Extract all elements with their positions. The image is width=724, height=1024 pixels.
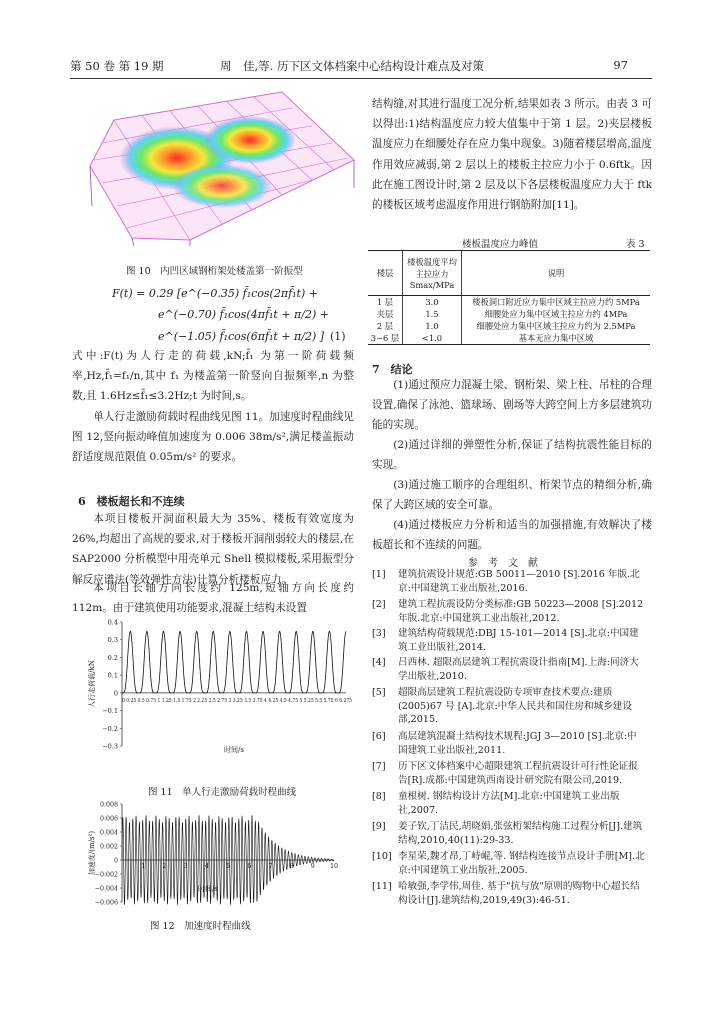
equation-line-1: F(t) = 0.29 [e^(−0.35) f̄₁cos(2πf̄₁t) + — [112, 287, 318, 300]
page-number: 97 — [613, 58, 628, 72]
table3-stress: 1.5 — [403, 308, 462, 320]
section-6-heading: 6 楼板超长和不连续 — [78, 495, 185, 508]
x-tick-label: 1 — [141, 863, 146, 870]
y-tick-label: −0.006 — [94, 899, 118, 907]
y-tick-label: 0 — [113, 689, 118, 698]
reference-text: 吕西林. 超限高层建筑工程抗震设计指南[M].上海:同济大学出版社,2010. — [398, 657, 639, 682]
table3-title: 楼板温度应力峰值 — [462, 239, 539, 250]
header-rule — [70, 78, 652, 79]
table3-floor: 夹层 — [368, 308, 403, 320]
y-tick-label: −0.004 — [94, 885, 118, 893]
fig10-caption: 图 10 内凹区域钢桁架处楼盖第一阶振型 — [126, 266, 303, 277]
reference-number: [3] — [372, 628, 386, 639]
conclusion-2: (2)通过详细的弹塑性分析,保证了结构抗震性能目标的实现。 — [372, 439, 652, 472]
table3-note: 基本无应力集中区域 — [462, 332, 651, 345]
reference-text: 超限高层建筑工程抗震设防专项审查技术要点:建质(2005)67 号 [A].北京:中华人民共和国住房和城乡建设部,2015. — [398, 687, 632, 726]
load-series-line — [122, 631, 346, 693]
table3-floor: 1 层 — [368, 296, 403, 309]
x-tick-label: 3 — [183, 863, 188, 870]
reference-text: 童根树. 钢结构设计方法[M].北京:中国建筑工业出版社,2007. — [398, 791, 620, 816]
conclusion-4: (4)通过楼板应力分析和适当的加强措施,有效解决了楼板超长和不连续的问题。 — [372, 519, 652, 552]
table-row — [368, 320, 650, 332]
y-tick-label: 0 — [113, 857, 118, 865]
table3-note: 楼板洞口附近应力集中区域主拉应力约 5MPa — [472, 297, 640, 307]
table3-header-floor: 楼层 — [368, 251, 403, 296]
reference-number: [5] — [372, 687, 386, 698]
y-tick-label: 0.008 — [99, 801, 118, 809]
references-heading: 参 考 文 献 — [468, 558, 538, 569]
y-axis-label: 加速度/(m/s²) — [88, 830, 96, 876]
table3-floor: 2 层 — [368, 320, 403, 332]
reference-number: [11] — [372, 881, 392, 892]
reference-text: 历下区文体档案中心超限建筑工程抗震设计可行性论证报告[R].成都:中国建筑西南设计研究院有限公司,2019. — [398, 761, 638, 786]
y-tick-label: 0.3 — [107, 636, 118, 645]
reference-number: [7] — [372, 761, 386, 772]
equation-number: (1) — [330, 330, 346, 343]
article-running-title: 周 佳,等. 历下区文体档案中心结构设计难点及对策 — [220, 59, 484, 73]
table3-note: 细腰处应力集中区域主拉应力约 4MPa — [484, 309, 628, 319]
y-tick-label: 0.002 — [99, 843, 118, 851]
x-axis-label: 时间/s — [198, 884, 218, 893]
reference-number: [2] — [372, 599, 386, 610]
reference-number: [8] — [372, 791, 386, 802]
y-axis-label: 人行走荷载/kN — [88, 660, 96, 708]
fig10-mode-shape-image — [72, 88, 358, 248]
table3-number: 表 3 — [626, 239, 645, 250]
conclusion-3: (3)通过施工顺序的合理组织、桁架节点的精细分析,确保了大跨区域的安全可靠。 — [372, 479, 652, 512]
table3-note: 细腰处应力集中区域主拉应力约为 2.5MPa — [476, 321, 636, 331]
reference-text: 高层建筑混凝土结构技术规程:JGJ 3—2010 [S].北京:中国建筑工业出版社,2011. — [398, 731, 637, 756]
table3-header-note: 说明 — [462, 251, 651, 296]
reference-number: [6] — [372, 731, 386, 742]
x-tick-label: 4 — [204, 863, 209, 870]
left-paragraph-2: 单人行走激励荷载时程曲线见图 11。加速度时程曲线见图 12,竖向振动峰值加速度为 0.006 38m/s²,满足楼盖振动舒适度规范限值 0.05m/s² 的要求。 — [72, 411, 354, 464]
fig12-acceleration-time-history-chart — [84, 800, 356, 912]
table3-stress: 3.0 — [403, 296, 462, 309]
x-tick-label: 6 — [247, 863, 252, 870]
reference-number: [10] — [372, 851, 392, 862]
left-paragraph-3: 本项目楼板开洞面积最大为 35%、楼板有效宽度为 26%,均超出了高规的要求,对于楼板开洞削弱较大的楼层,在 SAP2000 分析模型中用壳单元 Shell 模拟楼板,采用振型分解反应谱法(等效弹性方法)计算分析楼板应力。 — [72, 513, 354, 586]
y-tick-label: 0.2 — [107, 653, 118, 662]
y-tick-label: −0.002 — [94, 871, 118, 879]
y-tick-label: −0.2 — [102, 724, 118, 733]
y-tick-label: 0.4 — [107, 618, 118, 627]
y-tick-label: 0.004 — [99, 829, 118, 837]
right-paragraph-1: 结构缝,对其进行温度工况分析,结果如表 3 所示。由表 3 可以得出:1)结构温度应力较大值集中于第 1 层。2)夹层楼板温度应力在细腰处存在应力集中现象。3)随着楼层增高,温度作用效应减弱,第 2 层以上的楼板主拉应力小于 0.6ftk。因此在施工图设计时,第 2 层及以下各层楼板温度应力大于 ftk 的楼板区域考虑温度作用进行钢筋附加[11]。 — [372, 98, 652, 212]
reference-text: 李星荣,魏才昂,丁峙崐,等. 钢结构连接节点设计手册[M].北京:中国建筑工业出版社,2005. — [398, 851, 645, 876]
table3-header-stress: 楼板温度平均主拉应力 Smax/MPa — [403, 251, 462, 296]
left-paragraph-4: 本项目长轴方向长度约 125m,短轴方向长度约 112m。由于建筑使用功能要求,混凝土结构未设置 — [72, 582, 354, 615]
table3-temperature-stress — [368, 250, 650, 345]
table3-stress: <1.0 — [403, 332, 462, 345]
fig12-caption: 图 12 加速度时程曲线 — [150, 921, 251, 932]
fig11-load-time-history-chart — [84, 616, 356, 772]
table-row — [368, 296, 650, 309]
conclusion-1: (1)通过预应力混凝土梁、钢桁架、梁上柱、吊柱的合理设置,确保了泳池、篮球场、剧场等大跨空间上方多层建筑功能的实现。 — [372, 379, 652, 432]
running-header — [70, 58, 628, 74]
reference-text: 建筑工程抗震设防分类标准:GB 50223—2008 [S].2012 年版.北京:中国建筑工业出版社,2012. — [398, 599, 644, 624]
table-row — [368, 332, 650, 345]
left-paragraph-1: 式中:F(t)为人行走的荷载,kN;f̄₁ 为第一阶荷载频率,Hz,f̄₁=f₁/n,其中 f₁ 为楼盖第一阶竖向自振频率,n 为整数,且 1.6Hz≤f̄₁≤3.2Hz;t 为时间,s。 — [72, 350, 354, 403]
table3-floor: 3~6 层 — [368, 332, 403, 345]
reference-text: 哈敏强,李学伟,周佳. 基于"抗与放"原则的购物中心超长结构设计[J].建筑结构,2019,49(3):46-51. — [398, 881, 640, 906]
x-tick-labels: 0 0.25 0.5 0.75 1 1.25 1.5 1.75 2 2.25 2.5 2.75 3 3.25 3.5 3.75 4 4.25 4.5 4.75 5 5.25 5.5 5.75 6 6.275 — [122, 697, 353, 704]
x-tick-label: 2 — [162, 863, 167, 870]
equation-line-3: e^(−1.05) f̄₁cos(6πf̄₁t + π/2) ] — [158, 330, 325, 343]
equation-line-2: e^(−0.70) f̄₁cos(4πf̄₁t + π/2) + — [158, 308, 329, 321]
reference-text: 建筑抗震设计规范:GB 50011—2010 [S].2016 年版.北京:中国建筑工业出版社,2016. — [398, 569, 640, 594]
section-7-heading: 7 结论 — [372, 363, 413, 376]
journal-issue: 第 50 卷 第 19 期 — [70, 59, 164, 73]
reference-number: [1] — [372, 569, 386, 580]
y-tick-label: −0.3 — [102, 742, 118, 751]
reference-number: [9] — [372, 821, 386, 832]
x-tick-label: 10 — [329, 863, 339, 870]
reference-text: 姜子钦,丁洁民,胡晓娟,张弦桁架结构施工过程分析[J].建筑结构,2010,40(11):29-33. — [398, 821, 643, 846]
y-tick-label: −0.1 — [102, 707, 118, 716]
table3-stress: 1.0 — [403, 320, 462, 332]
table-row — [368, 308, 650, 320]
fig11-caption: 图 11 单人行走激励荷载时程曲线 — [148, 787, 297, 798]
reference-text: 建筑结构荷载规范:DBJ 15-101—2014 [S].北京:中国建筑工业出版社,2014. — [398, 628, 639, 653]
x-tick-label: 7 — [268, 863, 273, 870]
reference-number: [4] — [372, 657, 386, 668]
y-tick-label: 0.1 — [107, 671, 118, 680]
x-tick-label: 9 — [310, 863, 315, 870]
x-tick-label: 8 — [289, 863, 294, 870]
x-tick-label: 5 — [225, 863, 231, 870]
x-axis-label: 时间/s — [224, 746, 244, 754]
y-tick-label: 0.006 — [99, 815, 118, 823]
